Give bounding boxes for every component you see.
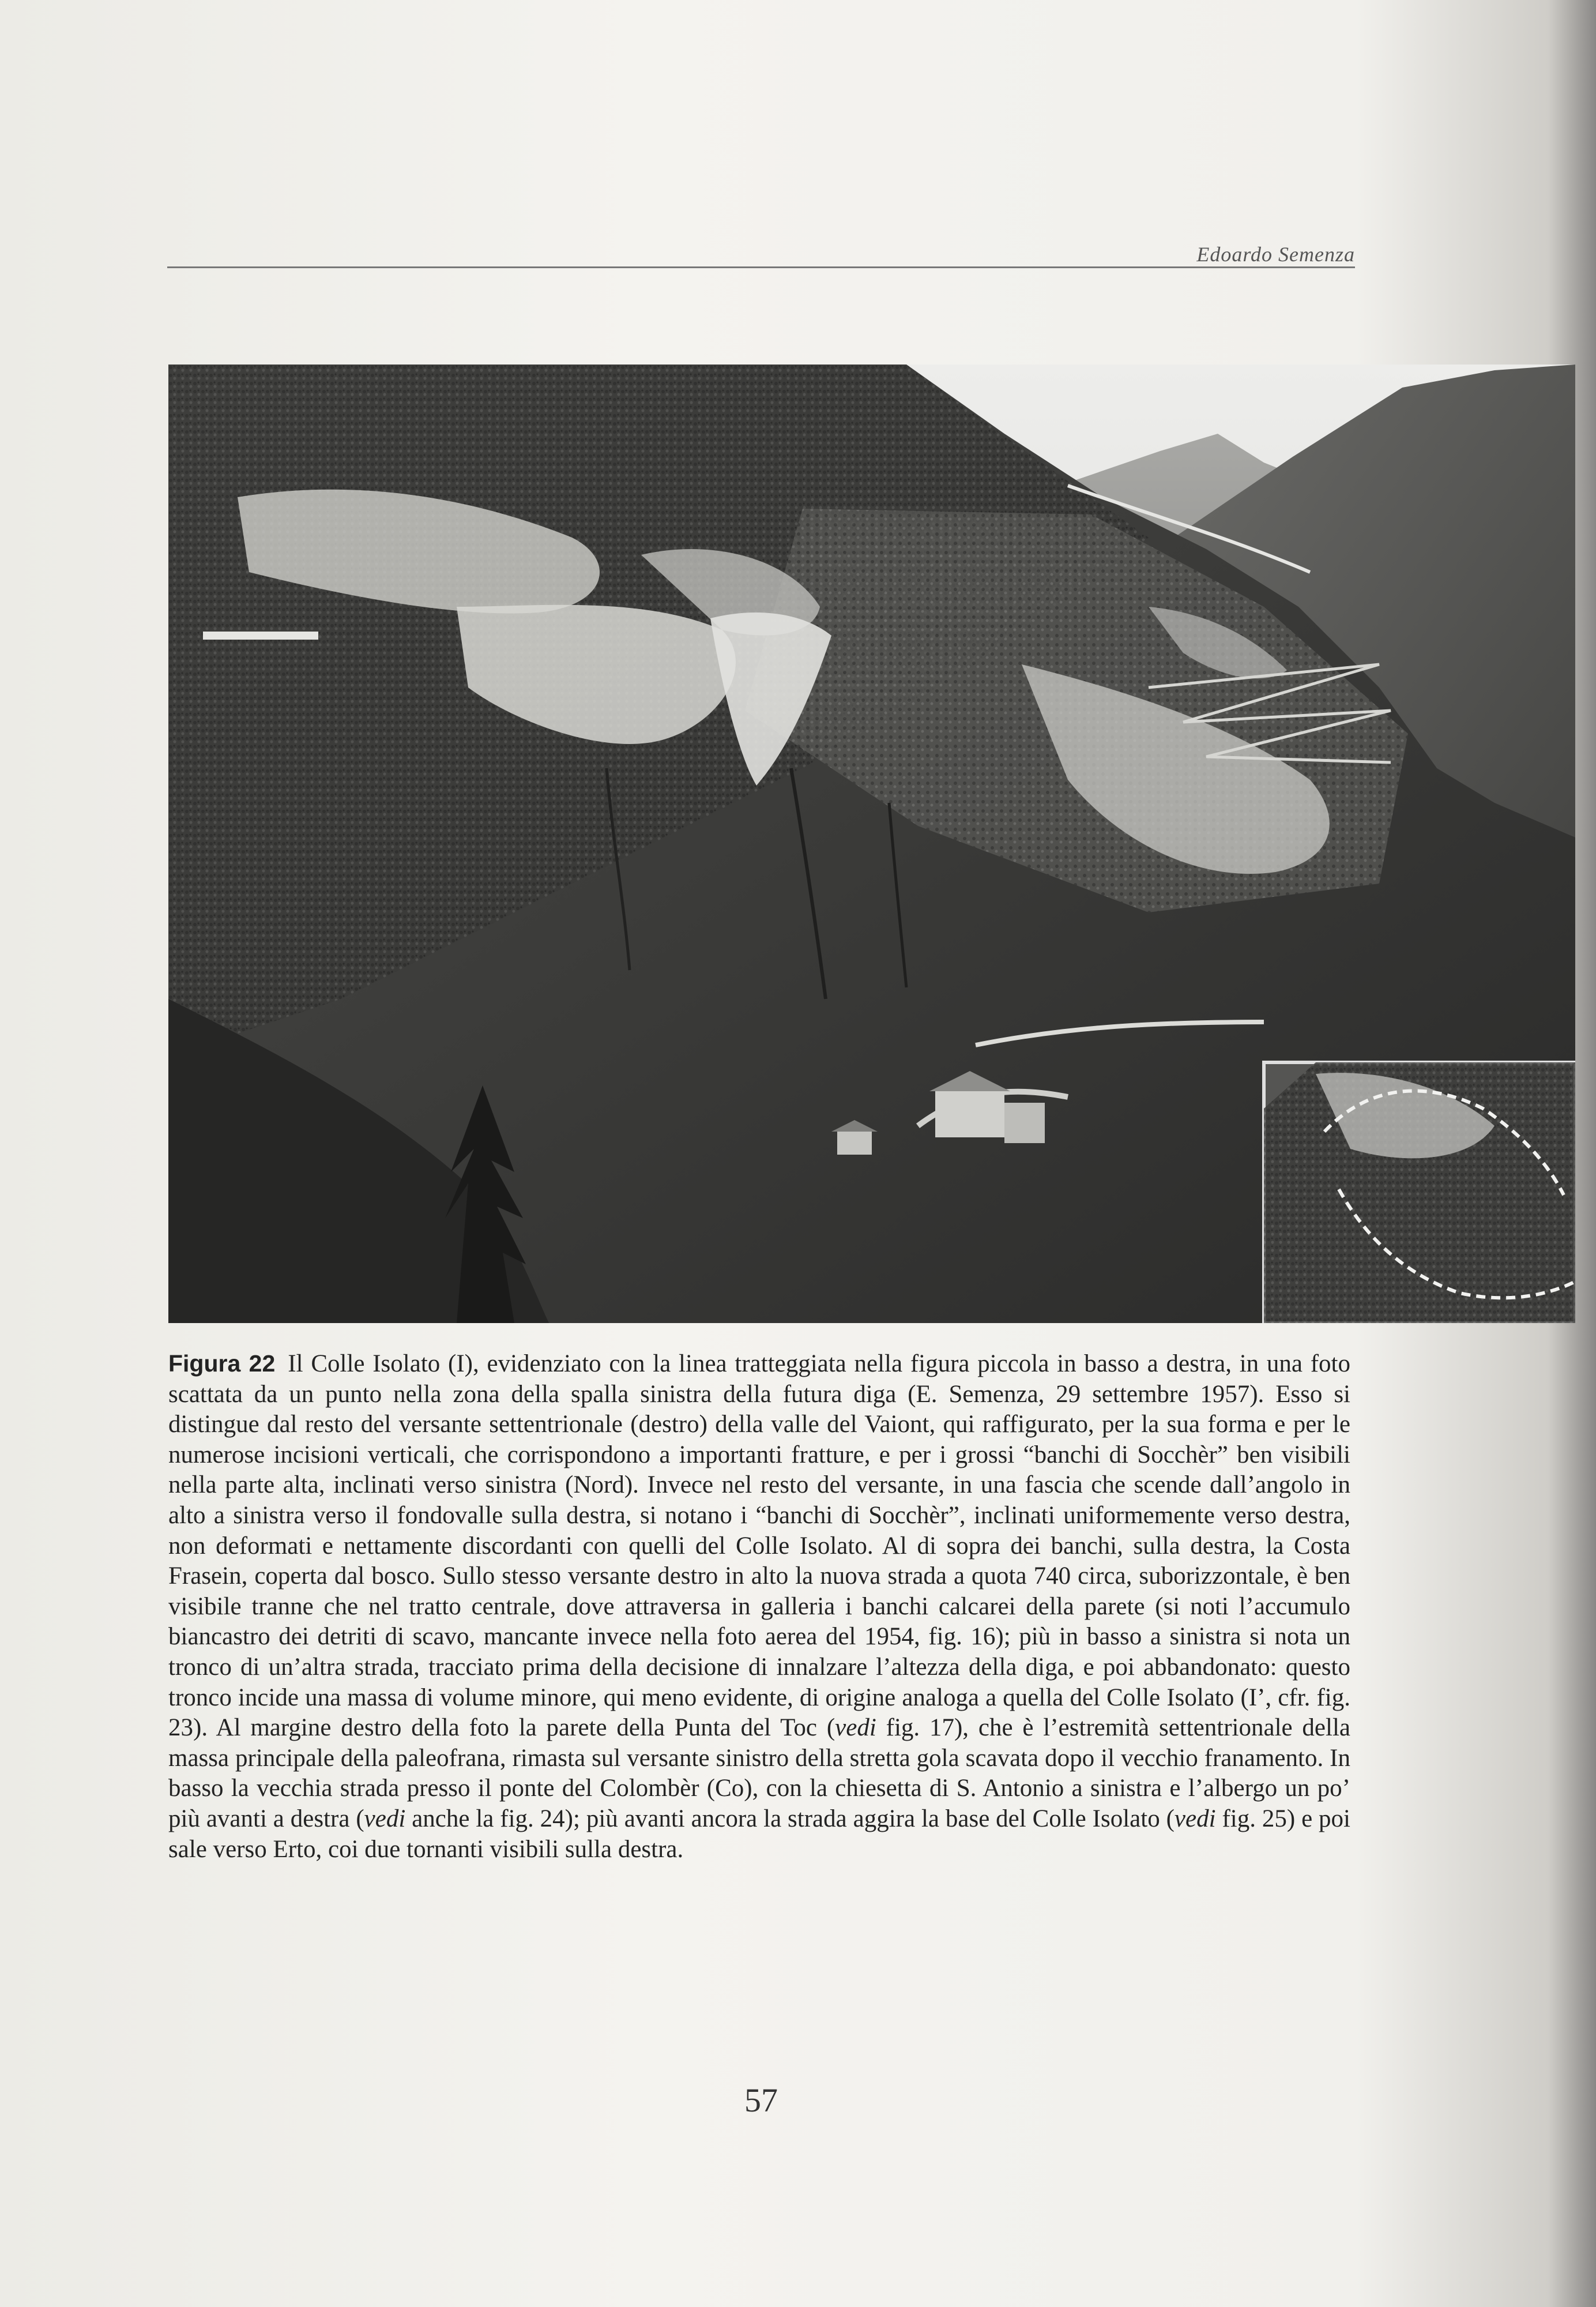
header-rule: [167, 266, 1355, 268]
caption-vedi-3: vedi: [1174, 1805, 1216, 1832]
figure-photo: [168, 365, 1575, 1323]
caption-text-1: Il Colle Isolato (I), evidenziato con la linea tratteggiata nella figura piccola in basso a destra, in una foto scattata da un punto nella zona della spalla sinistra della futura diga (E. Semenza, 29 settembre 1957). Esso si distingue dal resto del versante settentrionale (destro) della valle del Vaiont, qui raffigurato, per la sua forma e per le numerose incisioni verticali, che corrispondono a importanti fratture, e per i grossi “banchi di Socchèr” ben visibili nella parte alta, inclinati verso sinistra (Nord). Invece nel resto del versante, in una fascia che scende dall’angolo in alto a sinistra verso il fondovalle sulla destra, si notano i “banchi di Socchèr”, inclinati uniformemente verso destra, non deformati e nettamente discordanti con quelli del Colle Isolato. Al di sopra dei banchi, sulla destra, la Costa Frasein, coperta dal bosco. Sullo stesso versante destro in alto la nuova strada a quota 740 circa, suborizzontale, è ben visibile tranne che nel tratto centrale, dove attraversa in galleria i banchi calcarei della parete (si noti l’accumulo biancastro dei detriti di scavo, mancante invece nella foto aerea del 1954, fig. 16); più in basso a sinistra si nota un tronco di un’altra strada, tracciato prima della decisione di innalzare l’altezza della diga, e poi abbandonato: questo tronco incide una massa di volume minore, qui meno evidente, di origine analoga a quella del Colle Isolato (I’, cfr. fig. 23). Al margine destro della foto la parete della Punta del Toc (: [168, 1350, 1351, 1742]
running-head: Edoardo Semenza: [1196, 243, 1355, 266]
caption-vedi-1: vedi: [835, 1714, 876, 1742]
inset-figure: [1264, 1062, 1575, 1323]
caption-text-2: fig. 17), che è l’estremità settentrionale della massa principale della paleofrana, rimasta sul versante sinistro della stretta gola scavata dopo il vecchio franamento. In basso la vecchia strada presso il ponte del Colombèr (Co), con la chiesetta di S. Antonio a sinistra e l’albergo un po’ più avanti a destra (: [168, 1714, 1350, 1832]
figure-caption: [168, 1348, 1350, 1865]
mountain-valley-photo: [168, 365, 1575, 1323]
page-number: 57: [744, 2081, 778, 2119]
caption-text-3: anche la fig. 24); più avanti ancora la strada aggira la base del Colle Isolato (: [405, 1805, 1175, 1832]
caption-vedi-2: vedi: [364, 1805, 406, 1832]
figure-label: Figura 22: [168, 1350, 276, 1377]
caption-text-4: fig. 25) e poi sale verso Erto, coi due tornanti visibili sulla destra.: [168, 1805, 1350, 1863]
